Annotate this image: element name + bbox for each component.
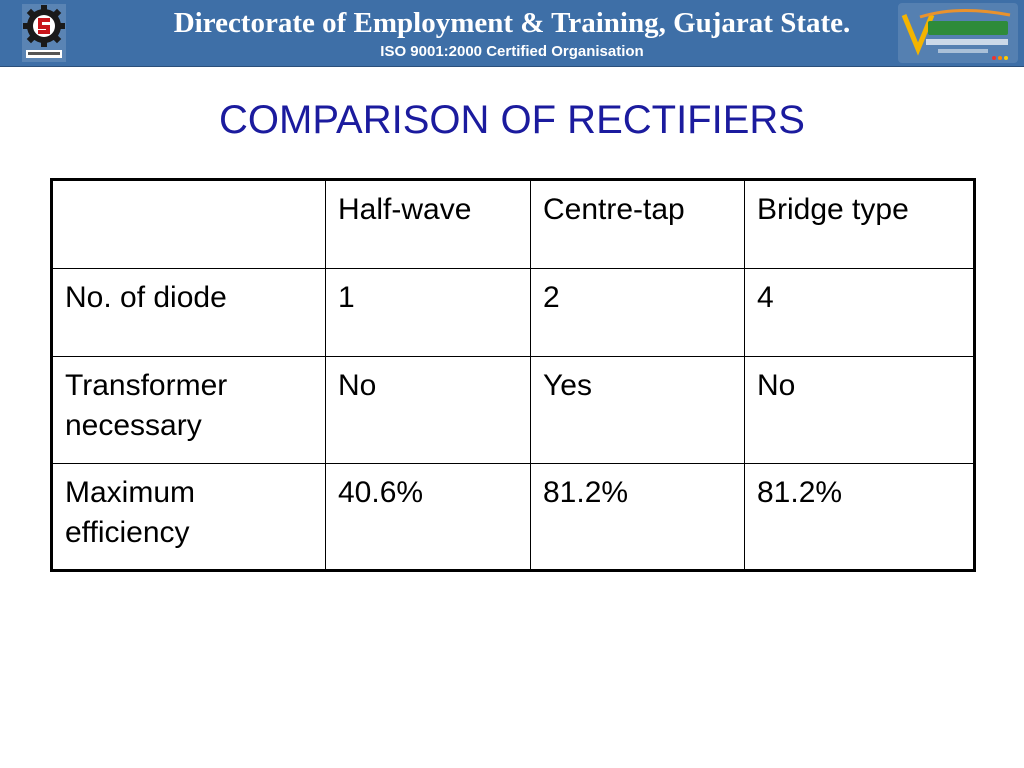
organisation-subtitle: ISO 9001:2000 Certified Organisation	[380, 43, 644, 60]
row-label-transformer-necessary	[52, 357, 326, 464]
row-label-line: efficiency	[65, 516, 190, 549]
row-label-no-of-diode: No. of diode	[52, 269, 326, 357]
table-cell: 2	[531, 269, 745, 357]
row-label-line: Transformer	[65, 369, 228, 402]
table-cell: 4	[745, 269, 975, 357]
column-header-half-wave: Half-wave	[326, 180, 531, 269]
vibrant-gujarat-logo	[898, 3, 1018, 63]
gear-emblem-icon	[22, 4, 66, 62]
slide-title: COMPARISON OF RECTIFIERS	[219, 98, 805, 142]
table-cell: 81.2%	[745, 464, 975, 571]
table-cell: 40.6%	[326, 464, 531, 571]
table-corner-cell	[52, 180, 326, 269]
column-header-bridge-type: Bridge type	[745, 180, 975, 269]
row-label-maximum-efficiency	[52, 464, 326, 571]
table-row	[52, 357, 975, 464]
row-label-line: necessary	[65, 409, 202, 442]
table-cell: No	[326, 357, 531, 464]
table-cell: 81.2%	[531, 464, 745, 571]
table-row	[52, 269, 975, 357]
table-cell: No	[745, 357, 975, 464]
organisation-title: Directorate of Employment & Training, Gujarat State.	[173, 7, 851, 39]
rectifier-comparison-table	[50, 178, 976, 572]
table-cell: Yes	[531, 357, 745, 464]
row-label-line: Maximum	[65, 476, 196, 509]
table-row	[52, 464, 975, 571]
table-header-row	[52, 180, 975, 269]
header-banner	[0, 0, 1024, 67]
table-cell: 1	[326, 269, 531, 357]
column-header-centre-tap: Centre-tap	[531, 180, 745, 269]
